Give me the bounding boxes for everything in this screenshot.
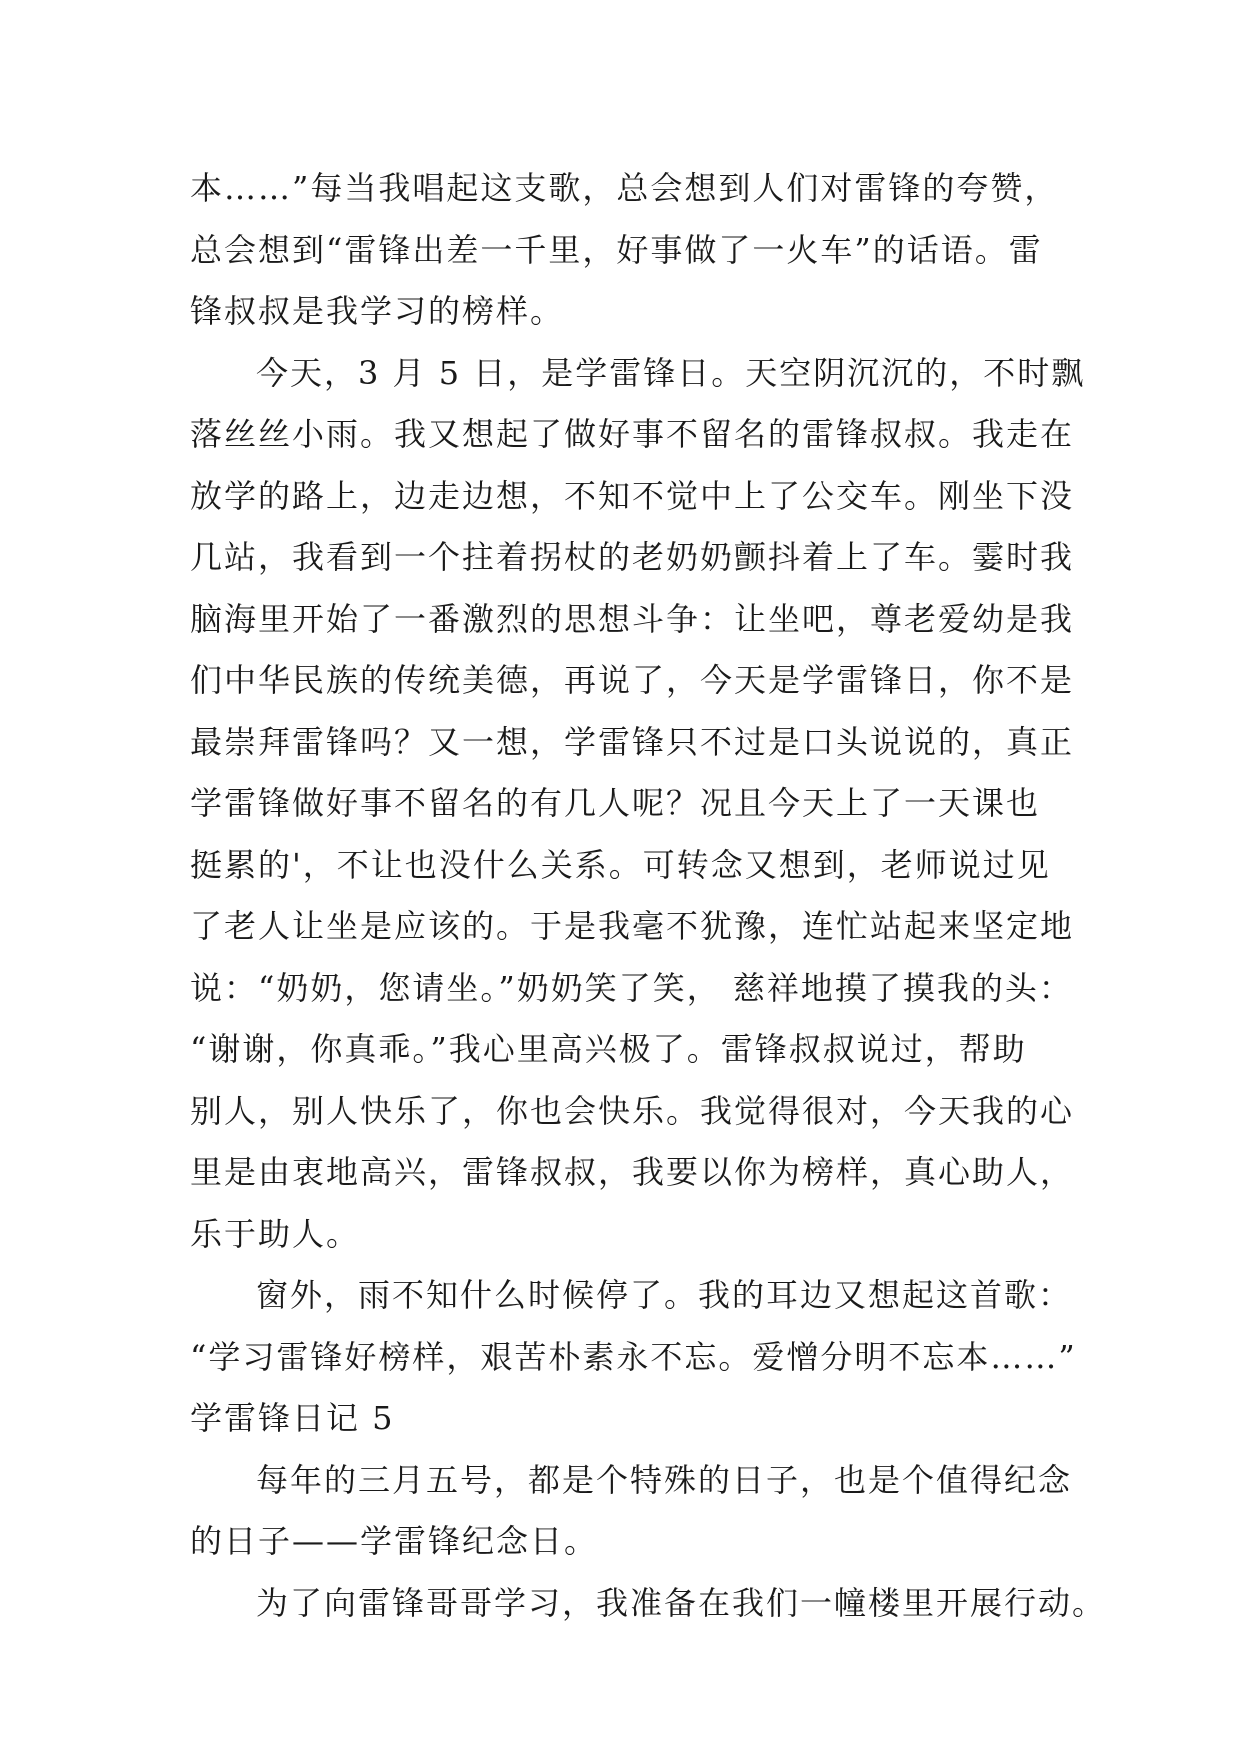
text-line: 里是由衷地高兴，雷锋叔叔，我要以你为榜样，真心助人， [190,1153,1075,1191]
document-body [190,158,1107,1634]
text-line: 乐于助人。 [190,1214,361,1253]
text-line: 本……”每当我唱起这支歌，总会想到人们对雷锋的夸赞， [190,169,1059,207]
text-line: “谢谢，你真乖。”我心里高兴极了。雷锋叔叔说过，帮助 [190,1030,1027,1068]
paragraph-first-line: 每年的三月五号，都是个特殊的日子，也是个值得纪念 [256,1460,1073,1499]
paragraph-first-line: 今天，3 月 5 日，是学雷锋日。天空阴沉沉的，不时飘 [256,353,1086,392]
text-line: 放学的路上，边走边想，不知不觉中上了公交车。刚坐下没 [190,476,1075,515]
text-line: 锋叔叔是我学习的榜样。 [190,292,565,330]
text-line: 脑海里开始了一番激烈的思想斗争：让坐吧，尊老爱幼是我 [190,599,1075,638]
text-line: 落丝丝小雨。我又想起了做好事不留名的雷锋叔叔。我走在 [190,415,1075,453]
text-line: 了老人让坐是应该的。于是我毫不犹豫，连忙站起来坚定地 [190,907,1075,945]
text-line: 总会想到“雷锋出差一千里，好事做了一火车”的话语。雷 [190,230,1043,269]
text-line: 别人，别人快乐了，你也会快乐。我觉得很对，今天我的心 [190,1091,1075,1130]
text-line: 几站，我看到一个拄着拐杖的老奶奶颤抖着上了车。霎时我 [190,538,1075,576]
paragraph-first-line: 窗外，雨不知什么时候停了。我的耳边又想起这首歌： [256,1276,1073,1314]
text-line: “学习雷锋好榜样，艰苦朴素永不忘。爱憎分明不忘本……” [190,1337,1077,1376]
text-line: 学雷锋做好事不留名的有几人呢？况且今天上了一天课也 [190,784,1041,822]
paragraph-first-line: 为了向雷锋哥哥学习，我准备在我们一幢楼里开展行动。 [256,1583,1107,1622]
section-heading: 学雷锋日记 5 [190,1399,395,1437]
text-line: 挺累的'，不让也没什么关系。可转念又想到，老师说过见 [190,845,1051,884]
text-line: 说：“奶奶，您请坐。”奶奶笑了笑， 慈祥地摸了摸我的头： [190,968,1073,1007]
text-line: 的日子——学雷锋纪念日。 [190,1522,599,1560]
text-line: 最崇拜雷锋吗？又一想，学雷锋只不过是口头说说的，真正 [190,722,1075,761]
text-line: 们中华民族的传统美德，再说了，今天是学雷锋日，你不是 [190,661,1075,699]
